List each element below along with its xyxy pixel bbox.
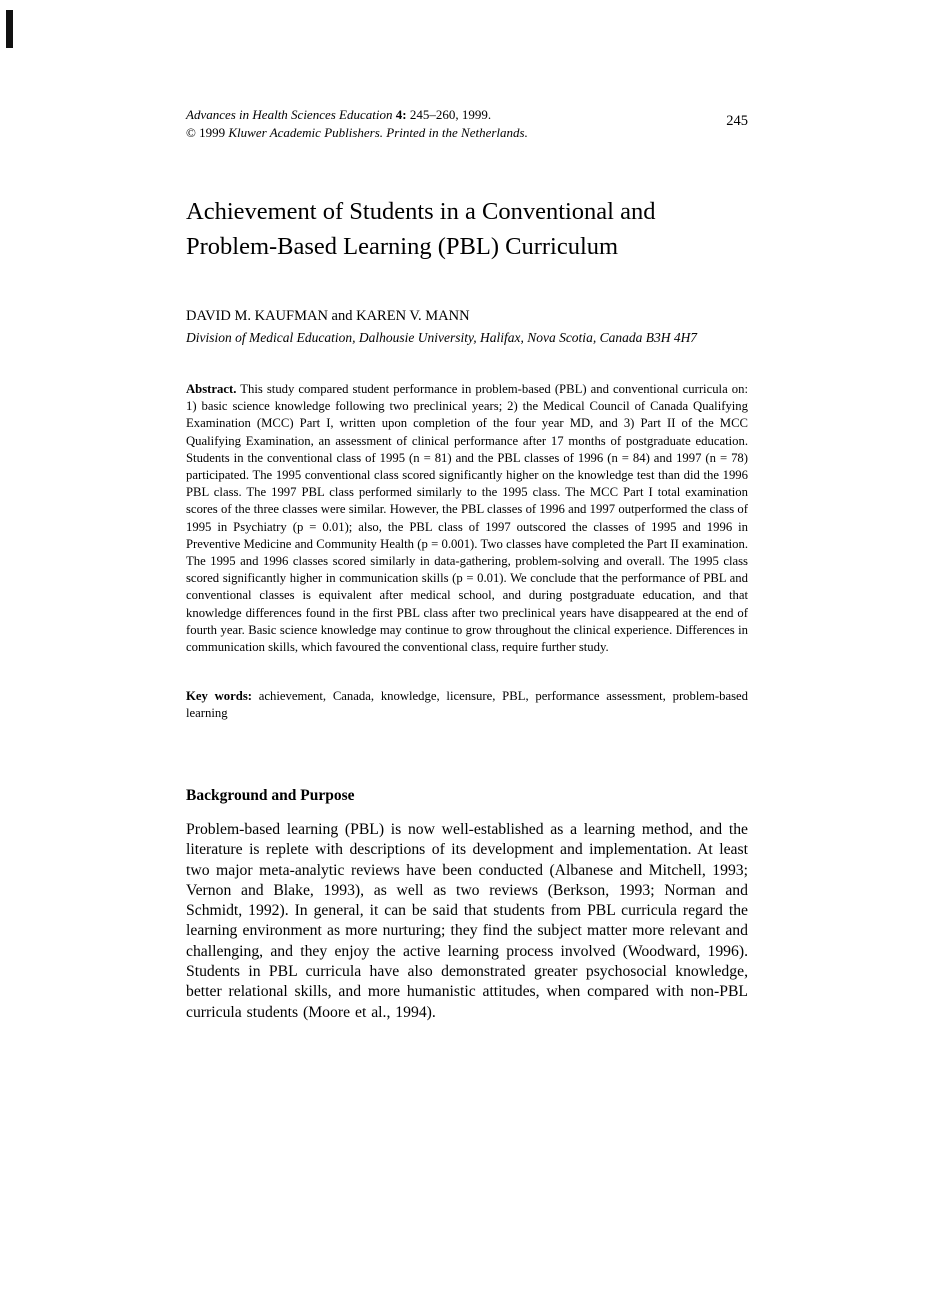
- paper-title: Achievement of Students in a Conventional and Problem-Based Learning (PBL) Curriculum: [186, 198, 656, 260]
- journal-name: Advances in Health Sciences Education: [186, 107, 393, 122]
- abstract-label: Abstract.: [186, 382, 237, 396]
- abstract: [186, 381, 748, 656]
- journal-citation: [186, 106, 528, 141]
- journal-pages: 245–260, 1999.: [409, 107, 492, 122]
- affiliation: Division of Medical Education, Dalhousie University, Halifax, Nova Scotia, Canada B3H 4H7: [186, 330, 698, 345]
- running-head: [186, 106, 748, 141]
- section-heading: Background and Purpose: [186, 787, 355, 804]
- keywords: [186, 688, 748, 722]
- journal-volume: 4:: [395, 107, 407, 122]
- keywords-text: achievement, Canada, knowledge, licensure, PBL, performance assessment, problem-based learning: [186, 689, 748, 721]
- scan-artifact: [6, 10, 13, 48]
- authors: DAVID M. KAUFMAN and KAREN V. MANN: [186, 308, 470, 324]
- publisher-notice: Kluwer Academic Publishers. Printed in the Netherlands.: [228, 124, 528, 140]
- journal-citation-line1: [186, 106, 528, 124]
- abstract-text: This study compared student performance in problem-based (PBL) and conventional curricula on: 1) basic science knowledge following two preclinical years; 2) the Medical Council of Canada Qualifying Examination (MCC) Part I, written upon completion of the four year MD, and 3) Part II of the MCC Qualifying Examination, an assessment of clinical performance after 17 months of postgraduate education. Students in the conventional class of 1995 (n = 81) and the PBL classes of 1996 (n = 84) and 1997 (n = 78) participated. The 1995 conventional class scored significantly higher on the knowledge test than did the 1996 PBL class. The 1997 PBL class performed similarly to the 1995 class. The MCC Part I total examination scores of the three classes were similar. However, the PBL classes of 1996 and 1997 outperformed the class of 1995 in Psychiatry (p = 0.01); also, the PBL class of 1997 outscored the classes of 1995 and 1996 in Preventive Medicine and Community Health (p = 0.001). Two classes have completed the Part II examination. The 1995 and 1996 classes scored similarly in data-gathering, problem-solving and overall. The 1995 class scored significantly higher in communication skills (p = 0.01). We conclude that the performance of PBL and conventional classes is equivalent after medical school, and during postgraduate education, and that knowledge differences found in the first PBL class after two preclinical years have disappeared at the end of fourth year. Basic science knowledge may continue to grow throughout the clinical experience. Differences in communication skills, which favoured the conventional class, require further study.: [186, 382, 748, 655]
- section-paragraph: Problem-based learning (PBL) is now well-established as a learning method, and the literature is replete with descriptions of its development and implementation. At least two major meta-analytic reviews have been conducted (Albanese and Mitchell, 1993; Vernon and Blake, 1993), as well as two reviews (Berkson, 1993; Norman and Schmidt, 1992). In general, it can be said that students from PBL curricula regard the learning environment as more nurturing; they find the subject matter more relevant and challenging, and they enjoy the active learning process involved (Woodward, 1996). Students in PBL curricula have also demonstrated greater psychosocial knowledge, better relational skills, and more humanistic attitudes, when compared with non-PBL curricula students (Moore et al., 1994).: [186, 821, 748, 1021]
- copyright-year: © 1999: [186, 124, 226, 140]
- keywords-label: Key words:: [186, 689, 252, 703]
- page-number: 245: [726, 113, 748, 129]
- journal-citation-line2: [186, 124, 528, 142]
